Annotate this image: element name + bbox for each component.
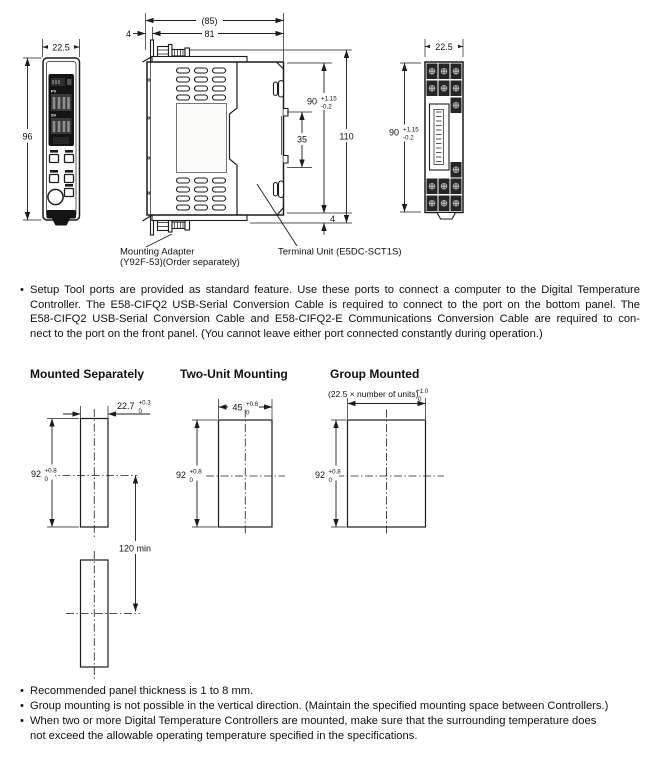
side-bottom-gap-dim: 4: [330, 214, 336, 224]
setup-note: [20, 283, 640, 342]
terminal-unit-label: Terminal Unit (E5DC-SCT1S): [278, 246, 402, 258]
mounting-diagrams: [0, 360, 650, 684]
cutout-height-tol-minus: 0: [44, 476, 48, 483]
note-item: [20, 684, 646, 699]
bullet: •: [20, 700, 24, 713]
two-unit-mounting-title: Two-Unit Mounting: [180, 367, 288, 381]
group-mounted-diagram: [312, 388, 444, 535]
setup-tool-port: [48, 189, 63, 204]
two-unit-mounting-diagram: [173, 399, 285, 535]
cutout-height-tol-plus: +0.8: [328, 468, 341, 476]
rear-height-dim: 90: [389, 127, 400, 138]
side-height-dim: 90: [307, 96, 318, 107]
setup-note-line: nect to the port on the front panel. (You cannot leave either port connected constantly during operation.): [30, 328, 543, 341]
note-text: not exceed the allowable operating temperature specified in the specifications.: [30, 730, 418, 743]
mounting-adapter-label: Mounting Adapter: [120, 246, 195, 258]
rear-connector: [430, 104, 450, 170]
rear-view: [387, 39, 463, 219]
note-item: [20, 714, 646, 744]
note-text: When two or more Digital Temperature Controllers are mounted, make sure that the surrounding temperature does: [30, 715, 597, 728]
rear-width-dim: 22.5: [435, 42, 453, 52]
side-din-clip-dim: 35: [296, 134, 308, 145]
front-view: [18, 39, 80, 226]
front-height-dim: 96: [22, 131, 33, 142]
terminal-unit-step: [230, 62, 238, 215]
note-text: Recommended panel thickness is 1 to 8 mm.: [30, 685, 254, 697]
bullet: •: [20, 685, 24, 697]
rear-bottom-tab: [437, 213, 456, 220]
cutout-height-dim: 92: [31, 469, 42, 479]
cutout-height-tol-minus: 0: [189, 477, 193, 484]
side-overall-width-dim: (85): [201, 16, 218, 26]
cutout-height-tol-plus: +0.8: [189, 468, 202, 476]
vertical-spacing-dim: 120 min: [119, 543, 152, 554]
side-view: [126, 13, 358, 235]
side-height-tol-plus: +1.15: [321, 95, 337, 103]
group-width-tol-minus: 0: [418, 396, 422, 403]
side-adapter-offset-dim: 4: [125, 29, 131, 39]
group-width-tol-plus: +1.0: [416, 388, 429, 395]
mounted-separately-diagram: [28, 400, 155, 680]
cutout-width-tol-plus: +0.3: [138, 399, 151, 407]
mounting-adapter-label-2: (Y92F-53)(Order separately): [120, 257, 240, 268]
front-bottom-connector: [47, 210, 77, 219]
cutout-width-dim: 45: [232, 402, 243, 413]
side-height-tol-minus: -0.2: [321, 103, 332, 111]
cutout-height-tol-plus: +0.8: [44, 467, 57, 475]
cutout-height-dim: 92: [176, 470, 187, 480]
front-operation-keys: [48, 150, 74, 205]
cutout-width-tol-plus: +0.6: [246, 401, 259, 408]
cutout-width-tol-minus: 0: [138, 408, 142, 415]
cutout-width-dim: 22.7: [117, 401, 135, 411]
dimension-drawing: [0, 0, 650, 272]
rear-height-tol-plus: +1.15: [403, 126, 419, 134]
side-width-dim: 81: [204, 29, 215, 39]
group-width-label: (22.5 × number of units): [328, 389, 419, 399]
front-width-dim: 22.5: [52, 42, 70, 53]
note-text: Group mounting is not possible in the vertical direction. (Maintain the specified mounting space between Controllers.): [30, 700, 609, 713]
front-display-bezel: [49, 74, 75, 146]
setup-note-line: E58-CIFQ2 USB-Serial Conversion Cable and E58-CIFQ2-E Communications Conversion Cable are required to con-: [30, 313, 640, 326]
cutout-width-tol-minus: 0: [246, 409, 250, 417]
terminal-unit-side-details: [274, 81, 289, 198]
setup-note-line: Setup Tool ports are provided as standard feature. Use these ports to connect a computer to the Digital Temperature: [30, 284, 640, 296]
rear-height-tol-minus: -0.2: [403, 134, 414, 142]
bullet: •: [20, 284, 24, 296]
side-overall-height-dim: 110: [339, 131, 354, 142]
sv-label: SV: [51, 112, 57, 118]
cutout-height-dim: 92: [315, 470, 326, 480]
side-label-area: [177, 104, 227, 173]
group-mounted-title: Group Mounted: [330, 367, 420, 381]
setup-note-line: Controller. The E58-CIFQ2 USB-Serial Conversion Cable is required to connect to the port on the bottom panel. The: [30, 298, 640, 311]
cutout-height-tol-minus: 0: [328, 477, 332, 484]
note-item: [20, 699, 646, 714]
mounted-separately-title: Mounted Separately: [30, 367, 145, 381]
pv-label: PV: [51, 88, 57, 94]
bullet: •: [20, 715, 24, 728]
bottom-notes: [20, 684, 646, 744]
